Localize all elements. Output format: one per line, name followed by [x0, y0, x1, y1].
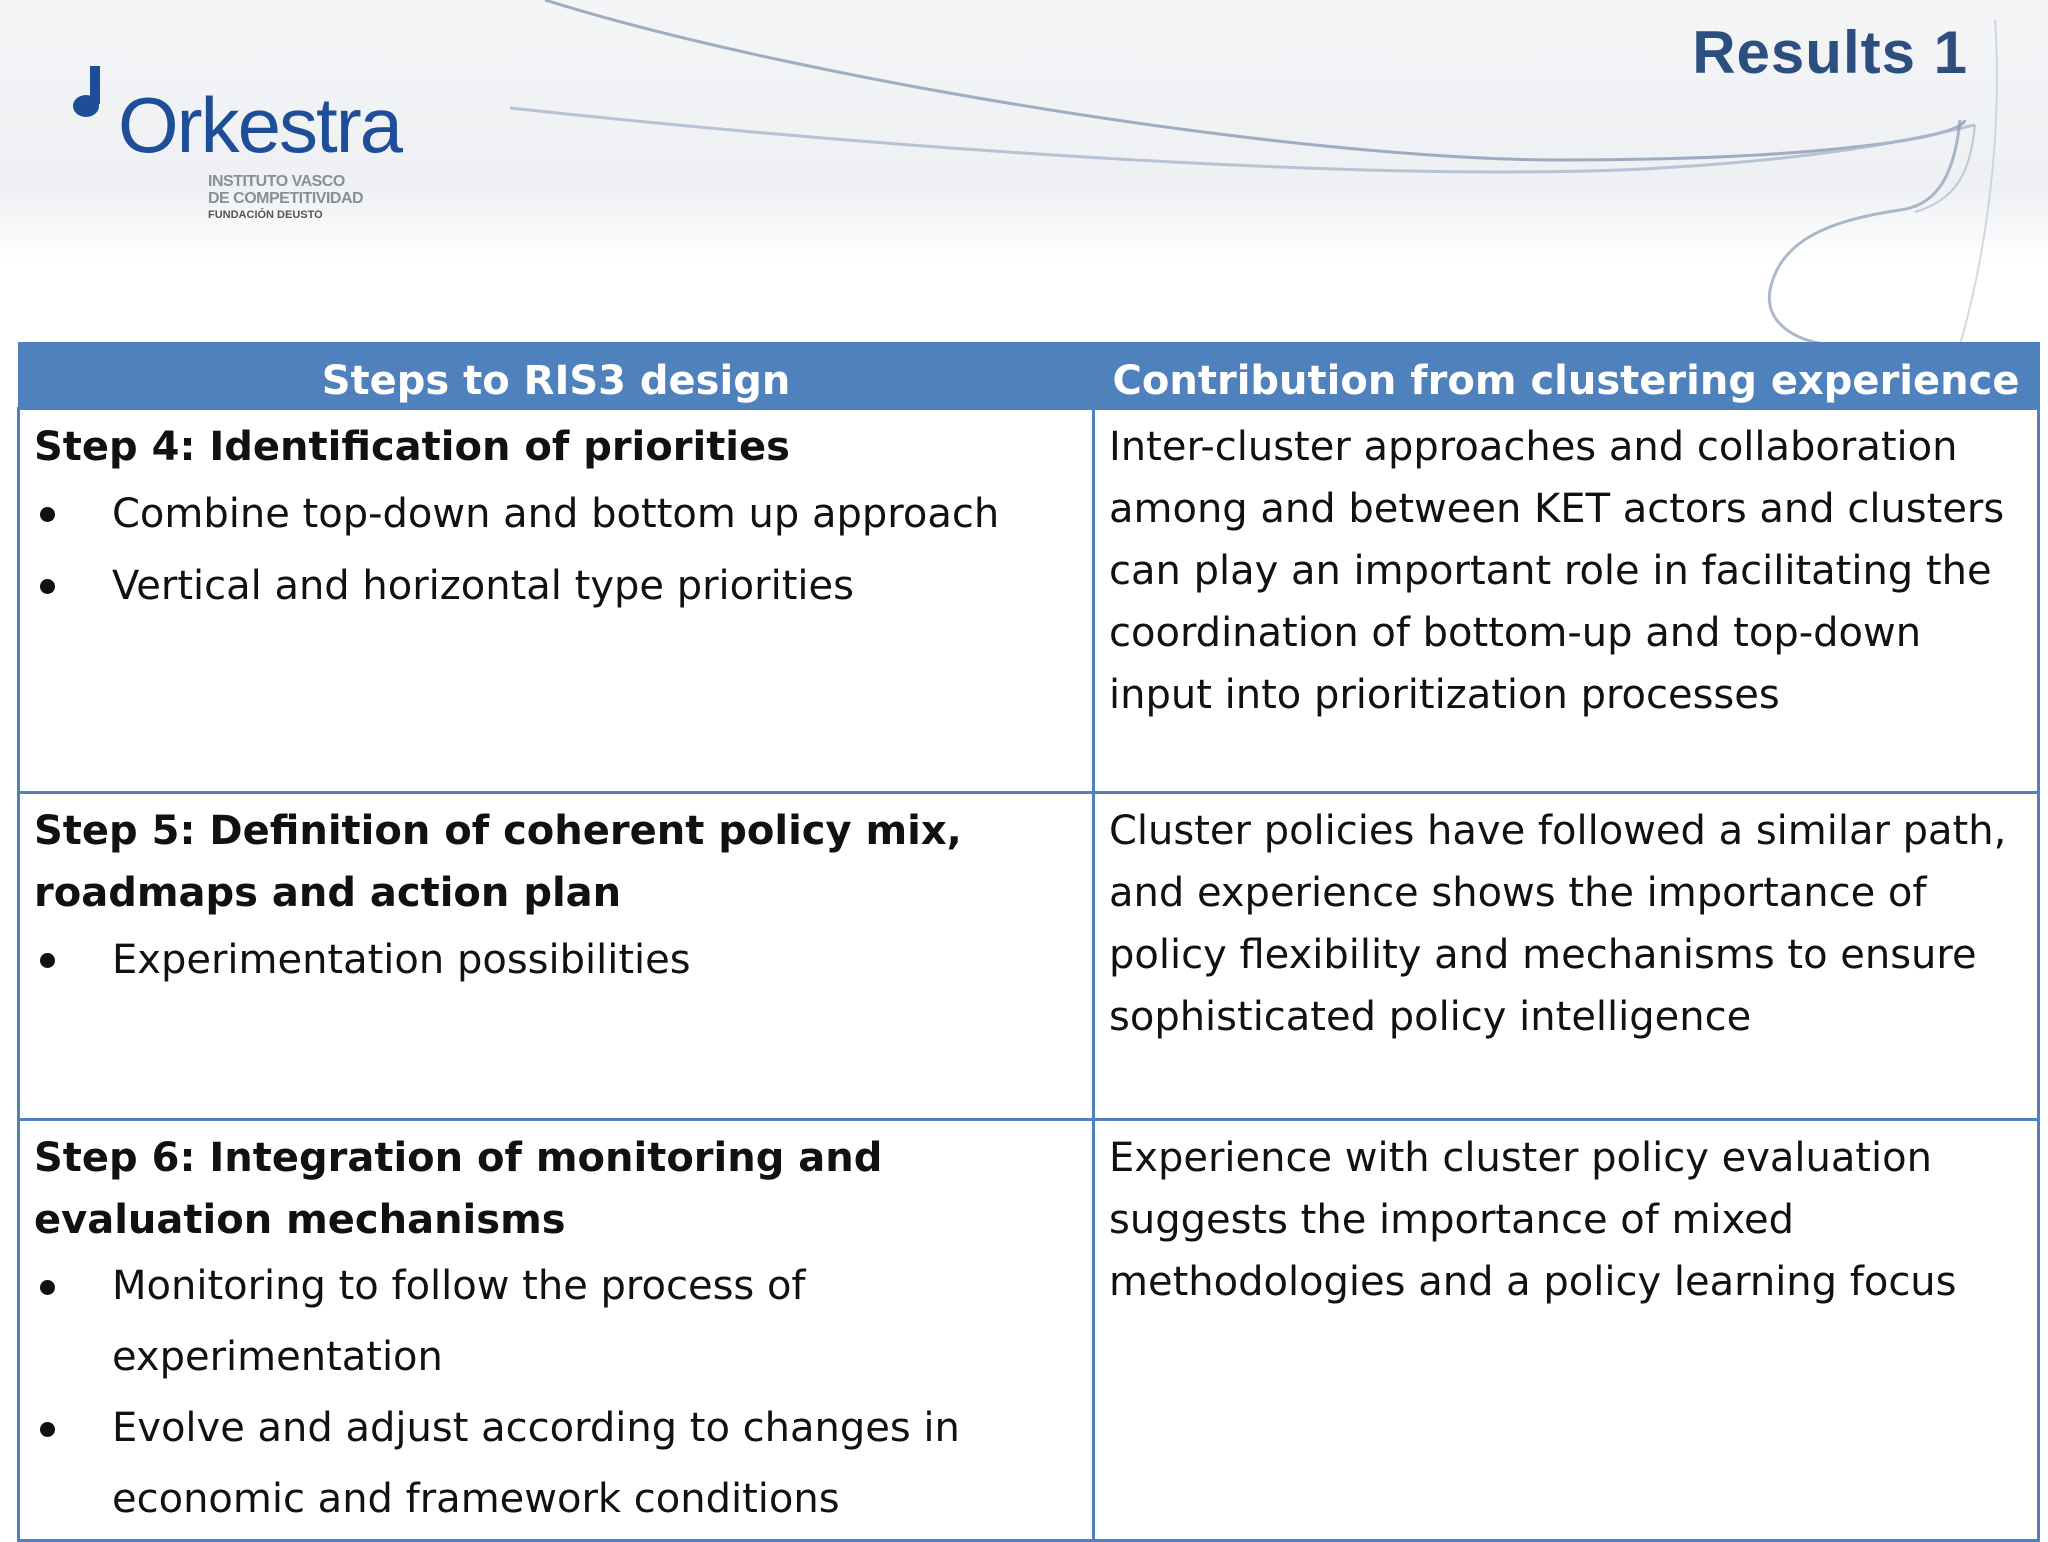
step-cell — [19, 409, 1094, 793]
header-contribution: Contribution from clustering experience — [1094, 343, 2039, 409]
list-item: Evolve and adjust according to changes in economic and framework conditions — [34, 1393, 1078, 1535]
step-cell — [19, 1120, 1094, 1541]
bullet-list — [34, 1251, 1078, 1535]
step-cell — [19, 793, 1094, 1120]
table-row — [19, 409, 2039, 793]
list-item: Vertical and horizontal type priorities — [34, 550, 1078, 622]
orkestra-logo — [70, 58, 430, 228]
step-title: Step 6: Integration of monitoring and evaluation mechanisms — [34, 1135, 883, 1243]
bullet-list — [34, 924, 1078, 996]
table-row — [19, 793, 2039, 1120]
logo-subtitle-line-2: DE COMPETITIVIDAD — [208, 190, 364, 207]
bullet-list — [34, 478, 1078, 622]
list-item: Experimentation possibilities — [34, 924, 1078, 996]
step-title: Step 4: Identification of priorities — [34, 424, 790, 470]
logo-subtitle-line-3: FUNDACIÓN DEUSTO — [208, 209, 323, 221]
ris3-table — [17, 342, 2040, 1542]
contribution-cell: Cluster policies have followed a similar path, and experience shows the importance of policy flexibility and mechanisms to ensure sophisticated policy intelligence — [1094, 793, 2039, 1120]
header-steps: Steps to RIS3 design — [19, 343, 1094, 409]
table-row — [19, 1120, 2039, 1541]
table-header-row — [19, 343, 2039, 409]
logo-subtitle-line-1: INSTITUTO VASCO — [208, 173, 345, 190]
list-item: Monitoring to follow the process of experimentation — [34, 1251, 1078, 1393]
list-item: Combine top-down and bottom up approach — [34, 478, 1078, 550]
logo-mark-icon — [72, 66, 102, 122]
contribution-cell: Inter-cluster approaches and collaboration among and between KET actors and clusters can play an important role in facilitating the coordination of bottom-up and top-down input into prioritization processes — [1094, 409, 2039, 793]
slide-title: Results 1 — [1692, 19, 1968, 86]
logo-name: Orkestra — [118, 81, 402, 169]
logo-subtitle — [208, 173, 363, 224]
contribution-cell: Experience with cluster policy evaluation suggests the importance of mixed methodologies and a policy learning focus — [1094, 1120, 2039, 1541]
step-title: Step 5: Definition of coherent policy mix, roadmaps and action plan — [34, 808, 962, 916]
